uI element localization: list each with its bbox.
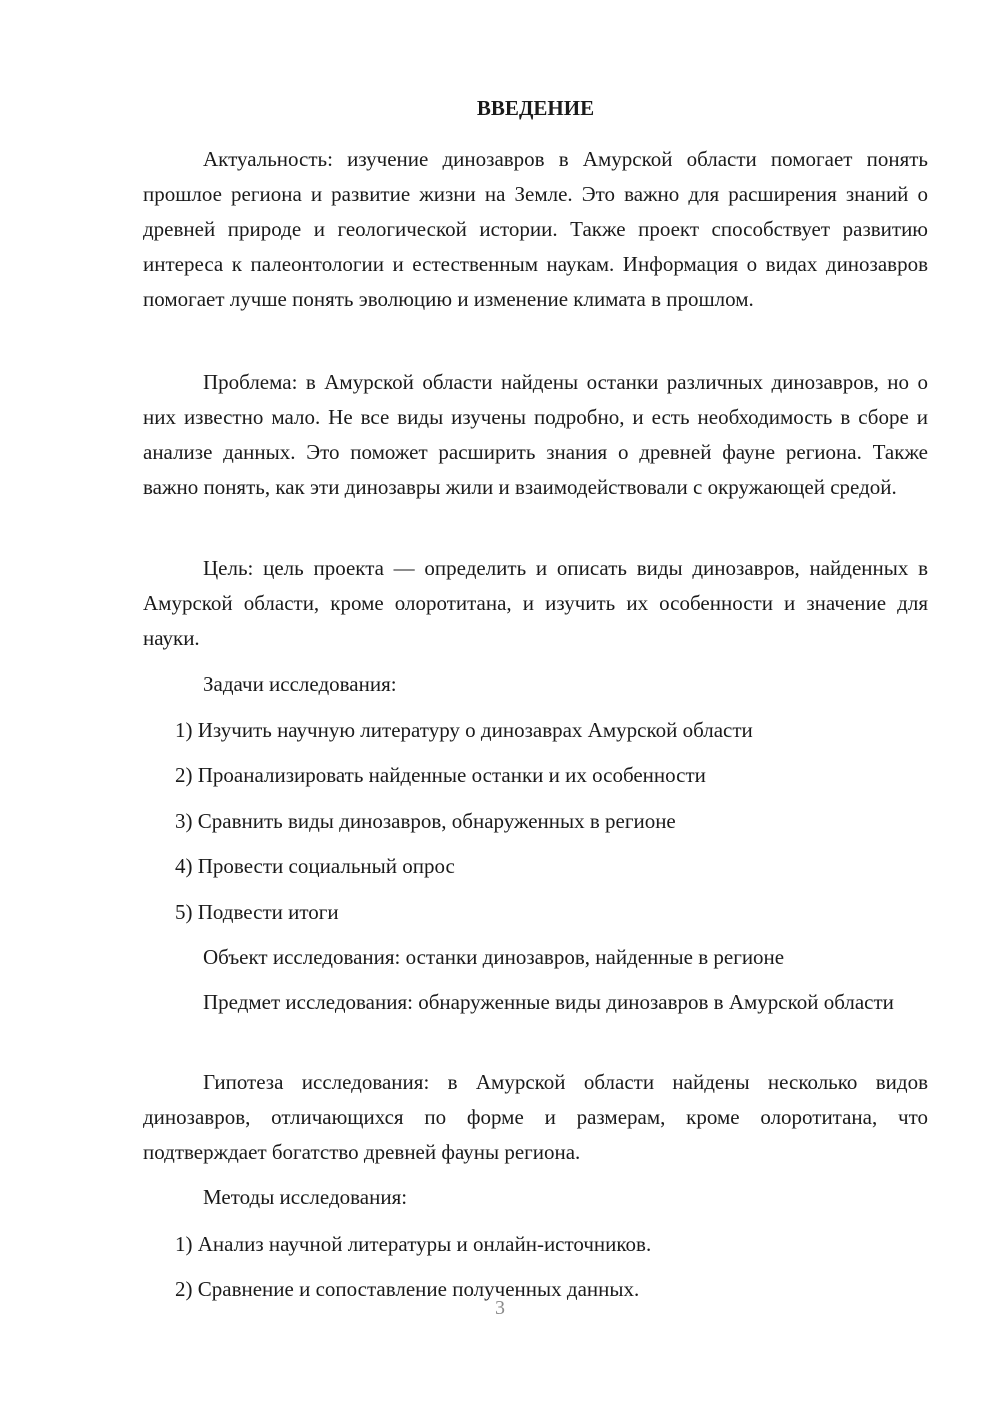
method-item: 2) Сравнение и сопоставление полученных данных. [175, 1277, 640, 1301]
task-item: 1) Изучить научную литературу о динозаврах Амурской области [175, 718, 753, 742]
page-title: ВВЕДЕНИЕ [476, 96, 595, 120]
problem-paragraph: Проблема: в Амурской области найдены останки различных динозавров, но о них известно мало. Не все виды изучены подробно, и есть необходимость в сборе и анализе данных. Это поможет расширить знания о древней фауне региона. Также важно понять, как эти динозавры жили и взаимодействовали с окружающей средой. [143, 370, 928, 499]
task-item: 5) Подвести итоги [175, 900, 339, 924]
task-item: 3) Сравнить виды динозавров, обнаруженных в регионе [175, 809, 676, 833]
object-line: Объект исследования: останки динозавров, найденные в регионе [203, 945, 785, 969]
page-number: 3 [495, 1297, 505, 1319]
relevance-paragraph: Актуальность: изучение динозавров в Амурской области помогает понять прошлое региона и развитие жизни на Земле. Это важно для расширения знаний о древней природе и геологической истории. Также проект способствует развитию интереса к палеонтологии и естественным наукам. Информация о видах динозавров помогает лучше понять эволюцию и изменение климата в прошлом. [143, 147, 928, 311]
subject-paragraph: Предмет исследования: обнаруженные виды динозавров в Амурской области [203, 990, 894, 1014]
tasks-heading: Задачи исследования: [203, 672, 397, 696]
hypothesis-paragraph: Гипотеза исследования: в Амурской области найдены несколько видов динозавров, отличающихся по форме и размерам, кроме олоротитана, что подтверждает богатство древней фауны региона. [143, 1070, 928, 1164]
goal-paragraph: Цель: цель проекта — определить и описать виды динозавров, найденных в Амурской области, кроме олоротитана, и изучить их особенности и значение для науки. [143, 556, 928, 650]
task-item: 4) Провести социальный опрос [175, 854, 455, 878]
methods-heading: Методы исследования: [203, 1185, 408, 1209]
method-item: 1) Анализ научной литературы и онлайн-источников. [175, 1232, 652, 1256]
task-item: 2) Проанализировать найденные останки и их особенности [175, 763, 706, 787]
